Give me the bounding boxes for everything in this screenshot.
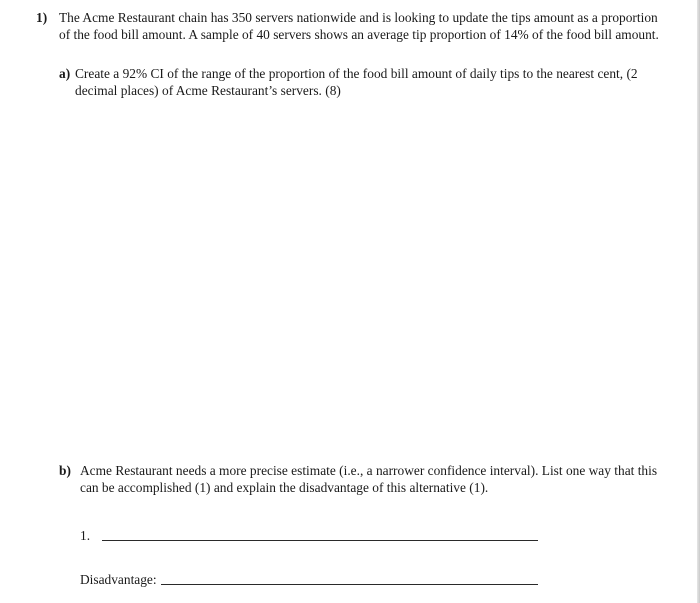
part-b-text: Acme Restaurant needs a more precise estimate (i.e., a narrower confidence interval). List one way that this can be accomplished (1) and explain the disadvantage of this alternative (1). [80,463,658,495]
part-a-label: a) [59,66,71,81]
disadvantage-label: Disadvantage: [80,572,157,587]
part-a-text: Create a 92% CI of the range of the proportion of the food bill amount of daily tips to the nearest cent, (2 decimal places) of Acme Restaurant’s servers. (8) [75,66,638,98]
answer-blank-line[interactable] [102,540,538,541]
question-text: The Acme Restaurant chain has 350 servers nationwide and is looking to update the tips amount as a proportion of the food bill amount. A sample of 40 servers shows an average tip proportion of 14% of the food bill amount. [59,10,659,42]
answer-number: 1. [80,528,91,543]
question-number: 1) [36,10,48,25]
disadvantage-blank-line[interactable] [161,584,538,585]
part-b-label: b) [59,463,71,478]
